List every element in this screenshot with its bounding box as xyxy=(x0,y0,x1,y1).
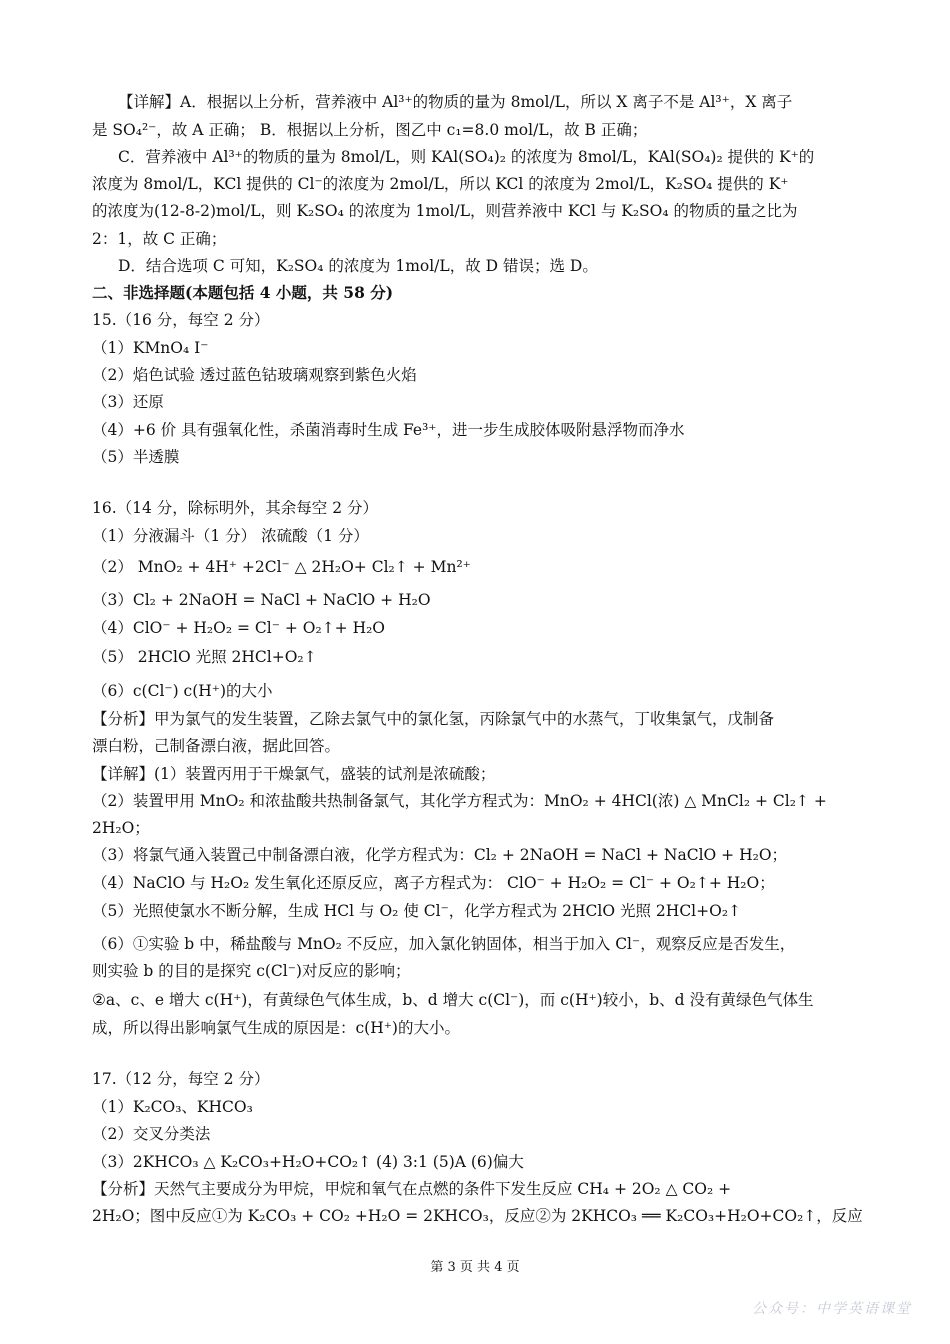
text-line: 【分析】甲为氯气的发生装置，乙除去氯气中的氯化氢，丙除氯气中的水蒸气，丁收集氯气，戊制备 xyxy=(92,710,775,728)
equation-line: （3）Cl₂ + 2NaOH = NaCl + NaClO + H₂O xyxy=(92,591,431,609)
text-line: 【详解】A．根据以上分析，营养液中 Al³⁺的物质的量为 8mol/L，所以 X 离子不是 Al³⁺，X 离子 xyxy=(118,93,793,111)
section-heading: 二、非选择题(本题包括 4 小题，共 58 分) xyxy=(92,283,394,302)
equation-line: （2） MnO₂ + 4H⁺ +2Cl⁻ △ 2H₂O+ Cl₂↑ + Mn²⁺ xyxy=(92,558,471,576)
text-line: 漂白粉，己制备漂白液，据此回答。 xyxy=(92,737,341,755)
text-line: （5）光照使氯水不断分解，生成 HCl 与 O₂ 使 Cl⁻，化学方程式为 2HClO 光照 2HCl+O₂↑ xyxy=(92,902,742,920)
text-line: ②a、c、e 增大 c(H⁺)，有黄绿色气体生成，b、d 增大 c(Cl⁻)，而 c(H⁺)较小，b、d 没有黄绿色气体生 xyxy=(92,991,814,1009)
text-line: （4）+6 价 具有强氧化性，杀菌消毒时生成 Fe³⁺，进一步生成胶体吸附悬浮物而净水 xyxy=(92,421,685,439)
text-line: （6）①实验 b 中，稀盐酸与 MnO₂ 不反应，加入氯化钠固体，相当于加入 Cl⁻，观察反应是否发生， xyxy=(92,935,796,953)
text-line: （1）分液漏斗（1 分） 浓硫酸（1 分） xyxy=(92,527,369,545)
text-line: （5）半透膜 xyxy=(92,448,180,466)
page-footer: 第 3 页 共 4 页 xyxy=(430,1260,520,1275)
text-line: （2）焰色试验 透过蓝色钴玻璃观察到紫色火焰 xyxy=(92,366,417,384)
text-line: （3）2KHCO₃ △ K₂CO₃+H₂O+CO₂↑ (4) 3:1 (5)A (6)偏大 xyxy=(92,1153,524,1171)
text-line: （2）装置甲用 MnO₂ 和浓盐酸共热制备氯气，其化学方程式为：MnO₂ + 4HCl(浓) △ MnCl₂ + Cl₂↑ + xyxy=(92,792,827,810)
text-line: （6）c(Cl⁻) c(H⁺)的大小 xyxy=(92,682,273,700)
text-line: （2）交叉分类法 xyxy=(92,1125,211,1143)
question-heading: 16.（14 分，除标明外，其余每空 2 分） xyxy=(92,499,379,517)
text-line: 【分析】天然气主要成分为甲烷，甲烷和氧气在点燃的条件下发生反应 CH₄ + 2O₂ △ CO₂ + xyxy=(92,1180,732,1198)
text-line: 2H₂O； xyxy=(92,819,150,837)
text-line: （4）NaClO 与 H₂O₂ 发生氧化还原反应，离子方程式为： ClO⁻ + H₂O₂ = Cl⁻ + O₂↑+ H₂O； xyxy=(92,874,775,892)
text-line: D．结合选项 C 可知，K₂SO₄ 的浓度为 1mol/L，故 D 错误；选 D。 xyxy=(118,257,598,275)
text-line: 2：1，故 C 正确； xyxy=(92,230,227,248)
text-line: （3）将氯气通入装置己中制备漂白液，化学方程式为：Cl₂ + 2NaOH = NaCl + NaClO + H₂O； xyxy=(92,846,788,864)
text-line: 则实验 b 的目的是探究 c(Cl⁻)对反应的影响； xyxy=(92,962,411,980)
watermark: 公众号：中学英语课堂 xyxy=(752,1301,912,1317)
text-line: 是 SO₄²⁻，故 A 正确； B．根据以上分析，图乙中 c₁=8.0 mol/L，故 B 正确； xyxy=(92,121,648,139)
text-line: 的浓度为(12-8-2)mol/L，则 K₂SO₄ 的浓度为 1mol/L，则营养液中 KCl 与 K₂SO₄ 的物质的量之比为 xyxy=(92,202,798,220)
question-heading: 17.（12 分，每空 2 分） xyxy=(92,1070,270,1088)
text-line: 成，所以得出影响氯气生成的原因是：c(H⁺)的大小。 xyxy=(92,1019,460,1037)
text-line: 2H₂O；图中反应①为 K₂CO₃ + CO₂ +H₂O = 2KHCO₃，反应②为 2KHCO₃ ══ K₂CO₃+H₂O+CO₂↑，反应 xyxy=(92,1207,863,1225)
text-line: 【详解】(1）装置丙用于干燥氯气，盛装的试剂是浓硫酸； xyxy=(92,765,496,783)
text-line: （1）KMnO₄ I⁻ xyxy=(92,339,209,357)
question-heading: 15.（16 分，每空 2 分） xyxy=(92,311,270,329)
text-line: 浓度为 8mol/L，KCl 提供的 Cl⁻的浓度为 2mol/L，所以 KCl 的浓度为 2mol/L，K₂SO₄ 提供的 K⁺ xyxy=(92,175,789,193)
equation-line: （4）ClO⁻ + H₂O₂ = Cl⁻ + O₂↑+ H₂O xyxy=(92,619,386,637)
text-line: C．营养液中 Al³⁺的物质的量为 8mol/L，则 KAl(SO₄)₂ 的浓度为 8mol/L，KAl(SO₄)₂ 提供的 K⁺的 xyxy=(118,148,815,166)
text-line: （1）K₂CO₃、KHCO₃ xyxy=(92,1098,253,1116)
text-line: （3）还原 xyxy=(92,393,164,411)
equation-line: （5） 2HClO 光照 2HCl+O₂↑ xyxy=(92,648,317,666)
